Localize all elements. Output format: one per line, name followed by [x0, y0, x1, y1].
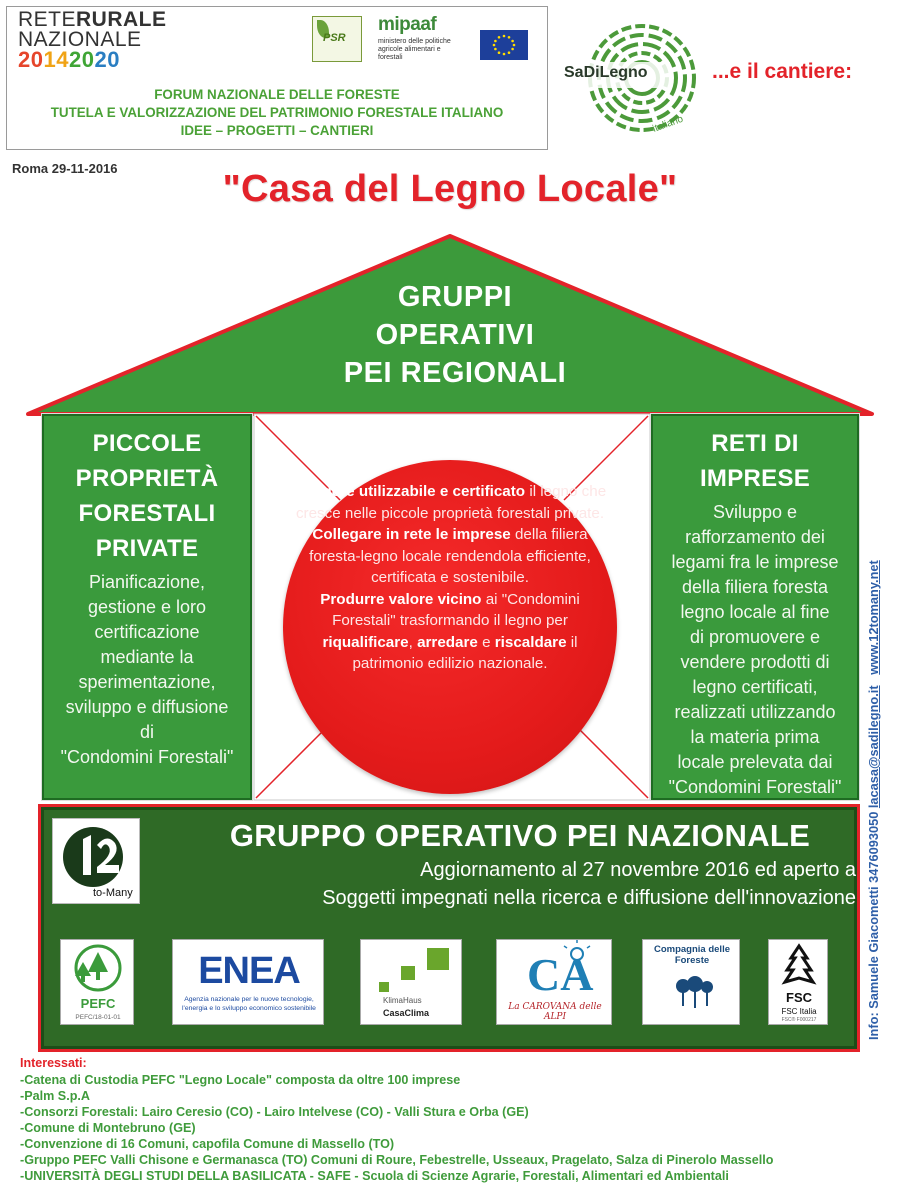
national-group-title: GRUPPO OPERATIVO PEI NAZIONALE	[229, 818, 811, 853]
svg-text:CA: CA	[527, 949, 594, 1000]
left-wall-body: Pianificazione, gestione e loro certificazione mediante la sperimentazione, sviluppo e diffusione di "Condomini Forestali"	[60, 572, 234, 767]
rete-rurale-logo: RETERURALE NAZIONALE 20142020	[18, 8, 167, 72]
list-item: -Gruppo PEFC Valli Chisone e Germanasca (TO) Comuni di Roure, Febestrelle, Usseaux, Pragelato, Salza di Pinerolo Massello	[20, 1153, 774, 1167]
pefc-logo: PEFC PEFC/18-01-01	[60, 939, 134, 1025]
list-item: -Convenzione di 16 Comuni, capofila Comune di Massello (TO)	[20, 1137, 395, 1151]
left-wall-title: PICCOLE PROPRIETÀ FORESTALI PRIVATE	[75, 430, 219, 562]
roof-label: GRUPPI OPERATIVI PEI REGIONALI	[343, 281, 567, 389]
interessati-heading: Interessati:	[20, 1056, 87, 1070]
fsc-logo: FSC FSC Italia FSC® F000217	[768, 939, 828, 1025]
right-wall-title: RETI DI IMPRESE	[699, 430, 811, 492]
national-group-subjects: Soggetti impegnati nella ricerca e diffusione dell'innovazione	[322, 887, 856, 909]
goals-text: Rendere utilizzabile e certificato il legno che cresce nelle piccole proprietà forestali private. Collegare in rete le imprese della filiera foresta-legno locale rendendola efficiente, certificata e sostenibile. Produrre valore vicino ai "Condomini Forestali" trasformando il legno per riqualificare, arredare e riscaldare il patrimonio edilizio nazionale.	[293, 483, 607, 672]
interessati-list	[20, 1072, 890, 1184]
page-title: "Casa del Legno Locale"	[222, 168, 678, 210]
date-label: Roma 29-11-2016	[12, 161, 118, 176]
list-item: -Palm S.p.A	[20, 1089, 90, 1103]
mipaaf-logo: mipaaf ministero delle politiche agricole alimentari e forestali	[378, 14, 451, 61]
list-item: -Comune di Montebruno (GE)	[20, 1121, 196, 1135]
left-wall-panel	[42, 414, 252, 800]
national-group-update: Aggiornamento al 27 novembre 2016 ed aperto a	[420, 859, 856, 881]
list-item: -UNIVERSITÀ DEGLI STUDI DELLA BASILICATA - SAFE - Scuola di Scienze Agrarie, Forestali, Alimentari ed Ambientali	[20, 1169, 729, 1183]
psr-logo: PSR	[312, 16, 362, 62]
email-link[interactable]: lacasa@sadilegno.it	[866, 685, 881, 809]
right-wall-panel	[651, 414, 859, 800]
list-item: -Catena di Custodia PEFC "Legno Locale" composta da oltre 100 imprese	[20, 1073, 461, 1087]
compagnia-delle-foreste-logo: Compagnia delle Foreste	[642, 939, 740, 1025]
12-to-many-logo: to-Many	[52, 818, 140, 904]
klimahaus-logo: KlimaHaus CasaClima	[360, 939, 462, 1025]
forum-heading: FORUM NAZIONALE DELLE FORESTE TUTELA E VALORIZZAZIONE DEL PATRIMONIO FORESTALE ITALIANO IDEE – PROGETTI – CANTIERI	[50, 87, 504, 138]
website-link[interactable]: www.12tomany.net	[866, 560, 881, 675]
contact-info: Info: Samuele Giacometti 3476093050 lacasa@sadilegno.it www.12tomany.net	[866, 560, 881, 1040]
carovana-delle-alpi-logo: CA La CAROVANA delle ALPI	[496, 939, 612, 1025]
list-item: -Consorzi Forestali: Lairo Ceresio (CO) - Lairo Intelvese (CO) - Valli Stura e Orba (GE)	[20, 1105, 529, 1119]
right-wall-body: Sviluppo e rafforzamento dei legami fra le imprese della filiera foresta legno locale al fine di promuovere e vendere prodotti di legno certificati, realizzati utilizzando la materia prima locale prelevata dai "Condomini Forestali"	[668, 502, 842, 797]
sadilegno-name: SaDiLegno	[564, 64, 648, 81]
cantiere-label: ...e il cantiere:	[712, 60, 853, 83]
svg-text:italiano: italiano	[651, 113, 685, 135]
eu-flag-icon	[480, 30, 528, 60]
enea-logo: ENEA Agenzia nazionale per le nuove tecnologie, l'energia e lo sviluppo economico sostenibile	[172, 939, 324, 1025]
